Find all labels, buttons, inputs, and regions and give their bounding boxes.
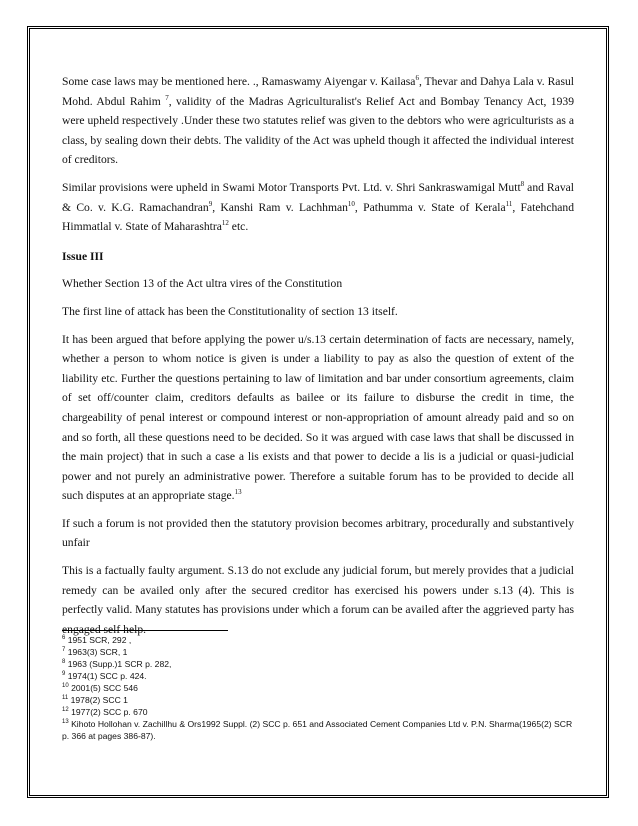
first-line-paragraph: The first line of attack has been the Constitutionality of section 13 itself. <box>62 304 398 318</box>
footnote: $^8$ 1963 (Supp.)1 SCR p. 282, <box>62 659 172 669</box>
issue-heading: Issue III <box>62 249 104 263</box>
footnote-ref: 6 <box>415 74 419 82</box>
footnote-separator <box>62 630 228 631</box>
footnote-ref: 7 <box>165 93 169 102</box>
rebuttal-paragraph: This is a factually faulty argument. S.13 do not exclude any judicial forum, but merely provides that a judicial remedy can be availed only after the secured creditor has exercised his powers under s.13 (4). This is perfectly valid. Many statutes has provisions under which a forum can be availed after the aggrieved party has engaged self help. <box>62 564 574 636</box>
issue-question: Whether Section 13 of the Act ultra vires of the Constitution <box>62 277 343 291</box>
footnote: $^9$ 1974(1) SCC p. 424. <box>62 671 147 681</box>
footnote: $^{11}$ 1978(2) SCC 1 <box>62 695 128 705</box>
footnote-ref: 11 <box>505 199 513 208</box>
footnote: $^{12}$ 1977(2) SCC p. 670 <box>62 707 148 717</box>
footnote: $^{10}$ 2001(5) SCC 546 <box>62 683 138 693</box>
footnote-ref: 8 <box>520 179 525 188</box>
footnote: $^7$ 1963(3) SCR, 1 <box>62 647 128 657</box>
footnotes <box>62 634 574 742</box>
forum-paragraph: If such a forum is not provided then the statutory provision becomes arbitrary, procedurally and substantively unfair <box>62 516 574 550</box>
footnote-ref: 9 <box>208 199 213 208</box>
footnote-ref: 12 <box>221 219 229 228</box>
footnote-ref: 13 <box>234 488 242 497</box>
similar-provisions-paragraph: Similar provisions were upheld in Swami Motor Transports Pvt. Ltd. v. Shri Sankraswamigal Mutt$^8$ and Raval & Co. v. K.G. Ramachandran$^9$, Kanshi Ram v. Lachhman$^{10}$, Pathumma v. State of Kerala$^{11}$, Fatehchand Himmatlal v. State of Maharashtra$^{12}$ etc. <box>62 179 575 234</box>
case-laws-paragraph: Some case laws may be mentioned here. ., Ramaswamy Aiyengar v. Kailasa$^6$, Thevar and Dahya Lala v. Rasul Mohd. Abdul Rahim $^7$, validity of the Madras Agriculturalist's Relief Act and Bombay Tenancy Act, 1939 were upheld respectively .Under these two statutes relief was given to the debtors who were agriculturists as a class, by sealing down their debts. The validity of the Act was upheld though it affected the individual interest of creditors. <box>62 74 574 167</box>
argument-paragraph: It has been argued that before applying the power u/s.13 certain determination of facts are necessary, namely, whether a person to whom notice is given is under a liability to pay as also the question of extent of the liability etc. Further the questions pertaining to law of limitation and bar under consortium agreements, claim of set off/counter claim, creditors defaults as bailee or its failure to disburse the credit in time, the chargeability of penal interest or compound interest or non-appropriation of amount already paid and so on and so forth, all these questions need to be decided. So it was argued with case laws that shall be discussed in the main project) that in such a case a lis exists and that power to decide a lis is a judicial or quasi-judicial power and not purely an administrative power. Therefore a suitable forum has to be provided to decide all such disputes at an appropriate stage.$^{13}$ <box>62 332 574 503</box>
document-body <box>62 72 574 649</box>
footnote: $^6$ 1951 SCR, 292 , <box>62 635 132 645</box>
footnote: $^{13}$ Kihoto Hollohan v. Zachillhu & Ors1992 Suppl. (2) SCC p. 651 and Associated Cement Companies Ltd v. P.N. Sharma(1965(2) SCR p. 366 at pages 386-87). <box>62 719 573 741</box>
footnote-ref: 10 <box>347 199 355 208</box>
